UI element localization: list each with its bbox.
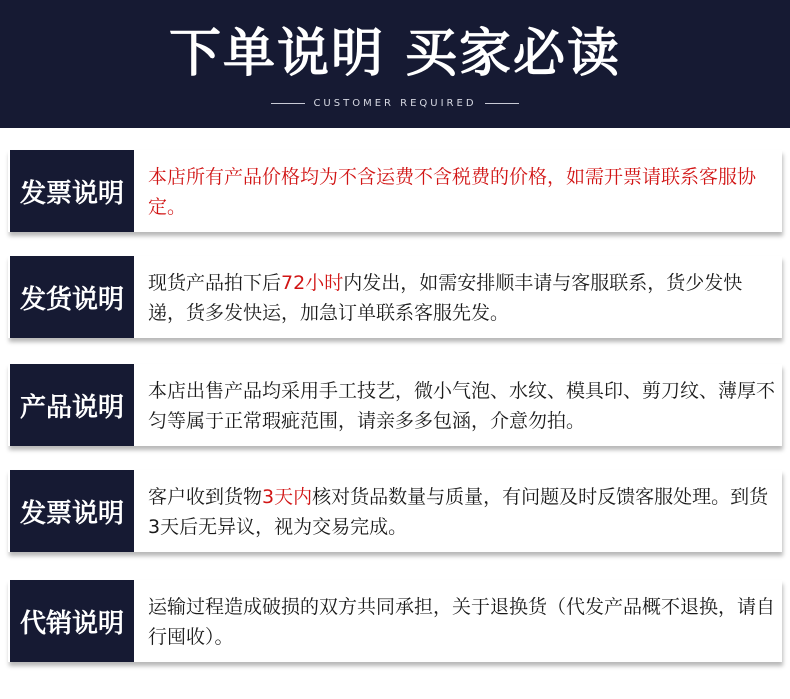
- notice-text-part: 现货产品拍下后: [148, 272, 282, 294]
- notice-row-dropship: [8, 580, 782, 662]
- page-title: 下单说明 买家必读: [168, 24, 622, 84]
- notice-text: 本店所有产品价格均为不含运费不含税费的价格，如需开票请联系客服协定。: [148, 166, 757, 218]
- notice-text: [148, 268, 778, 328]
- header-banner: [0, 0, 790, 128]
- notice-label: 发票说明: [10, 150, 134, 232]
- notice-text-part: 客户收到货物: [148, 486, 263, 508]
- notice-text-highlight: 3天内: [262, 486, 313, 508]
- notice-text-highlight: 72小时: [281, 272, 344, 294]
- notice-label: 发货说明: [10, 256, 134, 338]
- notice-label: 产品说明: [10, 364, 134, 446]
- notice-label: 代销说明: [10, 580, 134, 662]
- divider: [485, 103, 519, 104]
- notice-row-shipping: [8, 256, 782, 338]
- notice-row-receipt: [8, 470, 782, 552]
- divider: [271, 103, 305, 104]
- notice-text: [148, 482, 778, 542]
- notice-row-product: [8, 364, 782, 446]
- notice-text: 运输过程造成破损的双方共同承担，关于退换货（代发产品概不退换，请自行囤收）。: [148, 596, 776, 648]
- notice-text-part: 内发出，如需安排顺丰请与客服联系，货少发快递，货多发快运，加急订单联系客服先发。: [148, 272, 743, 324]
- notice-row-invoice: [8, 150, 782, 232]
- page-subtitle: CUSTOMER REQUIRED: [313, 98, 477, 109]
- notice-text: 本店出售产品均采用手工技艺，微小气泡、水纹、模具印、剪刀纹、薄厚不匀等属于正常瑕疵范围，请亲多多包涵，介意勿拍。: [148, 380, 776, 432]
- notice-label: 发票说明: [10, 470, 134, 552]
- subtitle-row: [0, 98, 790, 109]
- notice-text-part: 核对货品数量与质量，有问题及时反馈客服处理。到货3天后无异议，视为交易完成。: [148, 486, 769, 538]
